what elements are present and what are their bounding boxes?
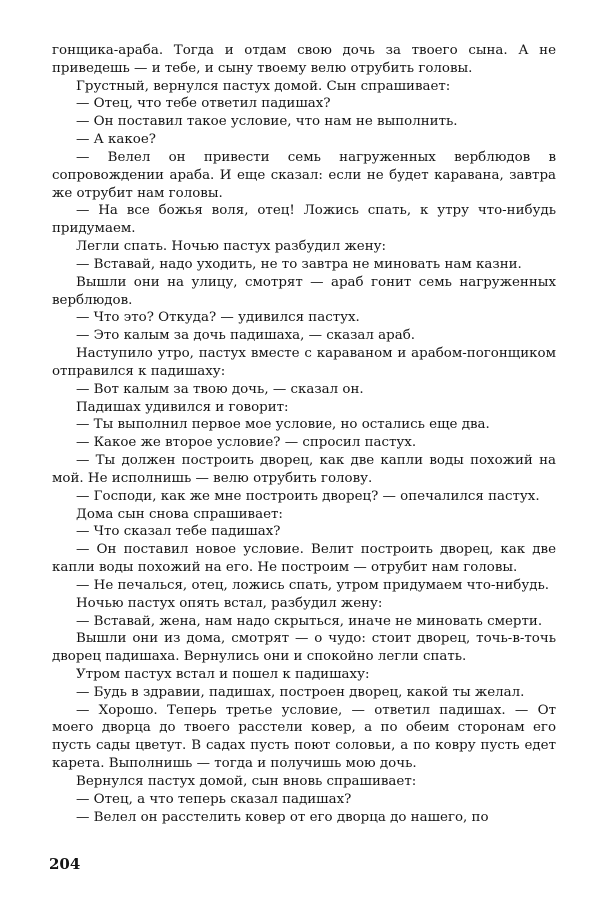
text-paragraph: — На все божья воля, отец! Ложись спать, к утру что-нибудь придумаем. xyxy=(52,203,556,237)
text-paragraph: — Это калым за дочь падишаха, — сказал араб. xyxy=(76,328,416,344)
text-paragraph: — Будь в здравии, падишах, построен дворец, какой ты желал. xyxy=(76,684,525,700)
text-paragraph: — Велел он расстелить ковер от его дворца до нашего, по xyxy=(76,809,489,825)
text-paragraph: Ночью пастух опять встал, разбудил жену: xyxy=(76,595,383,611)
text-paragraph: — Какое же второе условие? — спросил пастух. xyxy=(76,435,417,451)
text-paragraph: Вернулся пастух домой, сын вновь спрашивает: xyxy=(76,773,417,789)
text-paragraph: — Вот калым за твою дочь, — сказал он. xyxy=(76,381,364,397)
text-paragraph: — Вставай, жена, нам надо скрыться, иначе не миновать смерти. xyxy=(76,613,543,629)
text-paragraph: — Вставай, надо уходить, не то завтра не миновать нам казни. xyxy=(76,256,522,272)
text-paragraph: — Отец, что тебе ответил падишах? xyxy=(76,96,331,112)
text-paragraph: Падишах удивился и говорит: xyxy=(76,399,289,415)
text-paragraph: Вышли они на улицу, смотрят — араб гонит семь нагруженных верблюдов. xyxy=(52,274,556,308)
text-paragraph: — Он поставил новое условие. Велит построить дворец, как две капли воды похожий на его. Не построим — отрубит нам головы. xyxy=(52,542,556,576)
text-paragraph: — Хорошо. Теперь третье условие, — ответил падишах. — От моего дворца до твоего расстели ковер, а по обеим сторонам его пусть сады цветут. В садах пусть поют соловьи, а по ковру пусть едет карета. Выполнишь — тогда и получишь мою дочь. xyxy=(52,702,556,772)
text-paragraph: Утром пастух встал и пошел к падишаху: xyxy=(76,666,370,682)
text-paragraph: — Что сказал тебе падишах? xyxy=(76,524,281,540)
text-paragraph: — Он поставил такое условие, что нам не выполнить. xyxy=(76,114,458,130)
text-paragraph: — Отец, а что теперь сказал падишах? xyxy=(76,791,352,807)
text-paragraph: гонщика-араба. Тогда и отдам свою дочь за твоего сына. А не приведешь — и тебе, и сыну твоему велю отрубить головы. xyxy=(52,43,556,76)
text-paragraph: Наступило утро, пастух вместе с караваном и арабом-погонщиком отправился к падишаху: xyxy=(52,346,556,379)
text-paragraph: — Ты выполнил первое мое условие, но остались еще два. xyxy=(76,417,490,433)
text-paragraph: — Господи, как же мне построить дворец? — опечалился пастух. xyxy=(76,488,540,504)
text-paragraph: — Велел он привести семь нагруженных верблюдов в сопровождении араба. И еще сказал: если не будет каравана, завтра же отрубит нам головы. xyxy=(52,149,556,201)
page-text xyxy=(52,42,556,826)
text-paragraph: Вышли они из дома, смотрят — о чудо: стоит дворец, точь-в-точь дворец падишаха. Вернулись они и спокойно легли спать. xyxy=(52,631,556,665)
text-paragraph: Легли спать. Ночью пастух разбудил жену: xyxy=(76,239,387,255)
text-paragraph: — Что это? Откуда? — удивился пастух. xyxy=(76,310,360,326)
text-paragraph: Грустный, вернулся пастух домой. Сын спрашивает: xyxy=(76,78,451,94)
page-number: 204 xyxy=(49,855,81,873)
text-paragraph: — Ты должен построить дворец, как две капли воды похожий на мой. Не исполнишь — велю отрубить голову. xyxy=(52,453,556,486)
text-paragraph: Дома сын снова спрашивает: xyxy=(76,506,283,522)
text-paragraph: — А какое? xyxy=(76,132,156,148)
text-paragraph: — Не печалься, отец, ложись спать, утром придумаем что-нибудь. xyxy=(76,577,550,593)
